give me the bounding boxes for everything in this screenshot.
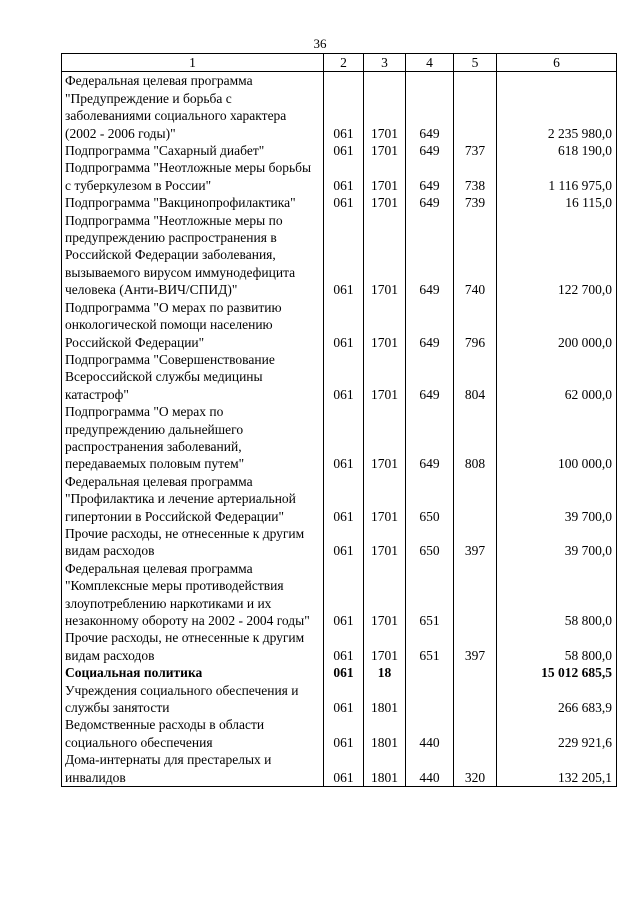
code-col2: 061 xyxy=(324,159,364,194)
code-col5: 796 xyxy=(454,299,497,351)
code-col3: 1801 xyxy=(364,716,406,751)
amount: 100 000,0 xyxy=(497,403,617,473)
code-col5 xyxy=(454,473,497,525)
amount: 39 700,0 xyxy=(497,473,617,525)
code-col2: 061 xyxy=(324,664,364,681)
amount: 132 205,1 xyxy=(497,751,617,786)
table-row xyxy=(62,351,617,403)
table-row xyxy=(62,682,617,717)
item-name: Подпрограмма "Неотложные меры борьбы с туберкулезом в России" xyxy=(62,159,324,194)
code-col4: 649 xyxy=(406,194,454,211)
item-name: Федеральная целевая программа "Профилактика и лечение артериальной гипертонии в Российской Федерации" xyxy=(62,473,324,525)
code-col4: 649 xyxy=(406,159,454,194)
code-col3: 1801 xyxy=(364,751,406,786)
code-col4: 649 xyxy=(406,72,454,142)
code-col3: 1701 xyxy=(364,159,406,194)
table-row xyxy=(62,525,617,560)
code-col2: 061 xyxy=(324,403,364,473)
column-header-1: 1 xyxy=(62,54,324,72)
item-name: Ведомственные расходы в области социального обеспечения xyxy=(62,716,324,751)
code-col3: 1701 xyxy=(364,560,406,630)
code-col3: 1701 xyxy=(364,473,406,525)
code-col3: 1701 xyxy=(364,299,406,351)
code-col5: 739 xyxy=(454,194,497,211)
code-col4: 649 xyxy=(406,351,454,403)
code-col3: 1701 xyxy=(364,194,406,211)
amount: 2 235 980,0 xyxy=(497,72,617,142)
code-col5: 320 xyxy=(454,751,497,786)
page-number: 36 xyxy=(313,36,327,51)
section-row xyxy=(62,664,617,681)
amount: 58 800,0 xyxy=(497,560,617,630)
table-row xyxy=(62,212,617,299)
table-row xyxy=(62,142,617,159)
code-col3: 1701 xyxy=(364,351,406,403)
code-col4: 649 xyxy=(406,299,454,351)
code-col2: 061 xyxy=(324,351,364,403)
table-row xyxy=(62,560,617,630)
code-col2: 061 xyxy=(324,194,364,211)
code-col2: 061 xyxy=(324,142,364,159)
amount: 122 700,0 xyxy=(497,212,617,299)
code-col4: 649 xyxy=(406,212,454,299)
column-header-5: 5 xyxy=(454,54,497,72)
code-col5: 808 xyxy=(454,403,497,473)
code-col2: 061 xyxy=(324,473,364,525)
item-name: Прочие расходы, не отнесенные к другим видам расходов xyxy=(62,525,324,560)
code-col4: 649 xyxy=(406,403,454,473)
item-name: Подпрограмма "О мерах по развитию онкологической помощи населению Российской Федерации" xyxy=(62,299,324,351)
code-col3: 18 xyxy=(364,664,406,681)
amount: 16 115,0 xyxy=(497,194,617,211)
code-col4: 440 xyxy=(406,716,454,751)
code-col2: 061 xyxy=(324,629,364,664)
item-name: Подпрограмма "Совершенствование Всероссийской службы медицины катастроф" xyxy=(62,351,324,403)
code-col5 xyxy=(454,716,497,751)
code-col2: 061 xyxy=(324,525,364,560)
table-row xyxy=(62,403,617,473)
code-col2: 061 xyxy=(324,682,364,717)
amount: 15 012 685,5 xyxy=(497,664,617,681)
code-col3: 1701 xyxy=(364,142,406,159)
item-name: Подпрограмма "О мерах по предупреждению дальнейшего распространения заболеваний, передаваемых половым путем" xyxy=(62,403,324,473)
code-col4: 650 xyxy=(406,473,454,525)
code-col4 xyxy=(406,664,454,681)
code-col2: 061 xyxy=(324,72,364,142)
item-name: Подпрограмма "Вакцинопрофилактика" xyxy=(62,194,324,211)
code-col4: 651 xyxy=(406,629,454,664)
code-col2: 061 xyxy=(324,751,364,786)
amount: 1 116 975,0 xyxy=(497,159,617,194)
column-header-4: 4 xyxy=(406,54,454,72)
code-col3: 1701 xyxy=(364,525,406,560)
item-name: Федеральная целевая программа "Предупреждение и борьба с заболеваниями социального характера (2002 - 2006 годы)" xyxy=(62,72,324,142)
code-col5: 740 xyxy=(454,212,497,299)
table-row xyxy=(62,159,617,194)
table-row xyxy=(62,72,617,142)
code-col4: 649 xyxy=(406,142,454,159)
code-col2: 061 xyxy=(324,299,364,351)
code-col5 xyxy=(454,560,497,630)
code-col5: 804 xyxy=(454,351,497,403)
code-col5: 737 xyxy=(454,142,497,159)
item-name: Дома-интернаты для престарелых и инвалидов xyxy=(62,751,324,786)
amount: 58 800,0 xyxy=(497,629,617,664)
column-header-6: 6 xyxy=(497,54,617,72)
code-col5 xyxy=(454,664,497,681)
code-col3: 1801 xyxy=(364,682,406,717)
amount: 229 921,6 xyxy=(497,716,617,751)
code-col4: 651 xyxy=(406,560,454,630)
header-row xyxy=(62,54,617,72)
table-row xyxy=(62,299,617,351)
item-name: Прочие расходы, не отнесенные к другим видам расходов xyxy=(62,629,324,664)
budget-table xyxy=(61,53,617,787)
table-row xyxy=(62,751,617,786)
column-header-2: 2 xyxy=(324,54,364,72)
item-name: Подпрограмма "Сахарный диабет" xyxy=(62,142,324,159)
code-col2: 061 xyxy=(324,212,364,299)
code-col3: 1701 xyxy=(364,629,406,664)
code-col4: 440 xyxy=(406,751,454,786)
code-col5: 397 xyxy=(454,629,497,664)
code-col3: 1701 xyxy=(364,403,406,473)
column-header-3: 3 xyxy=(364,54,406,72)
code-col5 xyxy=(454,682,497,717)
code-col4 xyxy=(406,682,454,717)
amount: 39 700,0 xyxy=(497,525,617,560)
item-name: Федеральная целевая программа "Комплексные меры противодействия злоупотреблению наркотиками и их незаконному обороту на 2002 - 2004 годы" xyxy=(62,560,324,630)
code-col5 xyxy=(454,72,497,142)
code-col2: 061 xyxy=(324,716,364,751)
code-col3: 1701 xyxy=(364,72,406,142)
table-row xyxy=(62,629,617,664)
code-col5: 397 xyxy=(454,525,497,560)
table-row xyxy=(62,194,617,211)
code-col2: 061 xyxy=(324,560,364,630)
code-col5: 738 xyxy=(454,159,497,194)
amount: 200 000,0 xyxy=(497,299,617,351)
code-col4: 650 xyxy=(406,525,454,560)
amount: 62 000,0 xyxy=(497,351,617,403)
code-col3: 1701 xyxy=(364,212,406,299)
section-name: Социальная политика xyxy=(62,664,324,681)
amount: 618 190,0 xyxy=(497,142,617,159)
item-name: Подпрограмма "Неотложные меры по предупреждению распространения в Российской Федерации заболевания, вызываемого вирусом иммунодефицита человека (Анти-ВИЧ/СПИД)" xyxy=(62,212,324,299)
table-row xyxy=(62,716,617,751)
item-name: Учреждения социального обеспечения и службы занятости xyxy=(62,682,324,717)
amount: 266 683,9 xyxy=(497,682,617,717)
table-row xyxy=(62,473,617,525)
